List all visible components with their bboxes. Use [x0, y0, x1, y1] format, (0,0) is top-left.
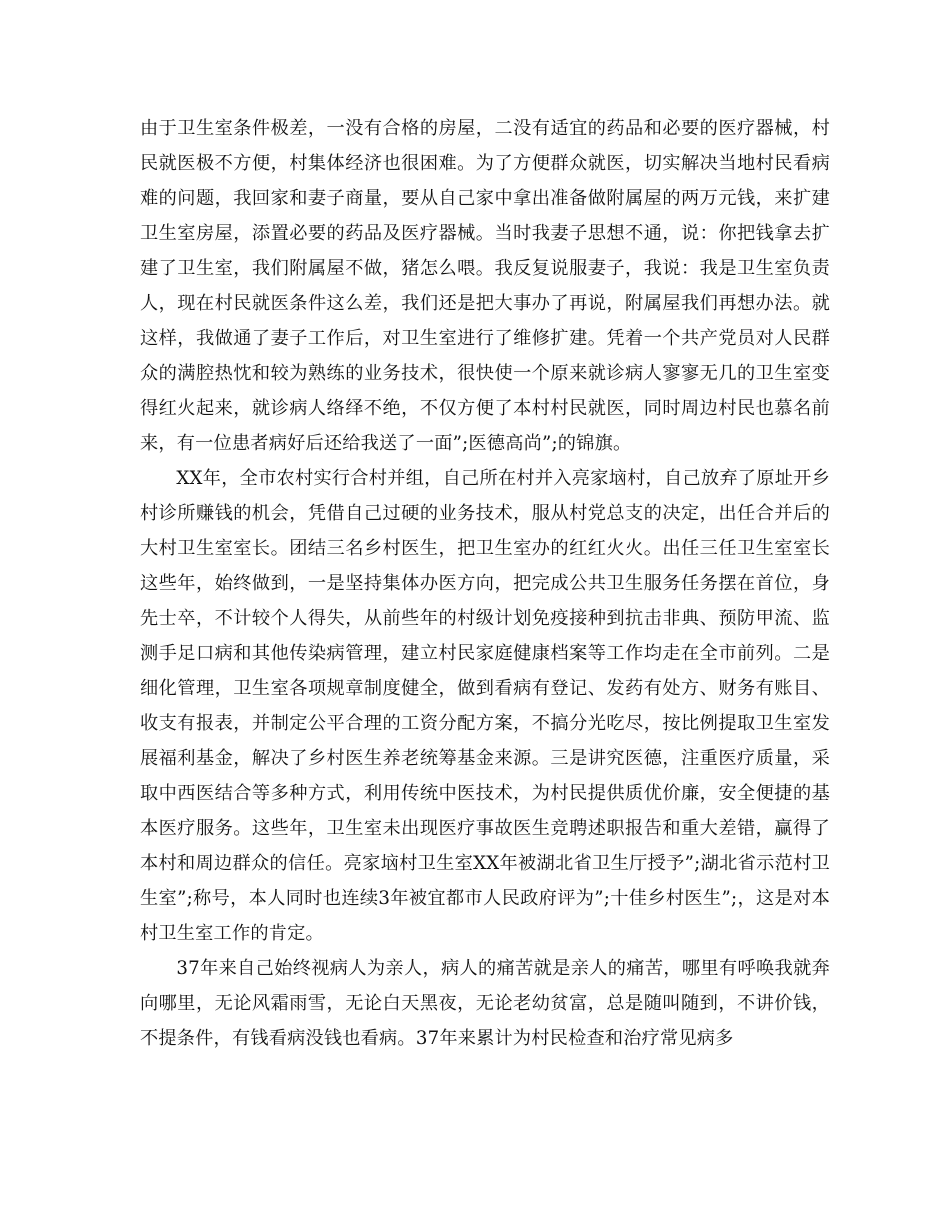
paragraph-1: 由于卫生室条件极差，一没有合格的房屋，二没有适宜的药品和必要的医疗器械，村民就医极不方便，村集体经济也很困难。为了方便群众就医，切实解决当地村民看病难的问题，我回家和妻子商量，要从自己家中拿出准备做附属屋的两万元钱，来扩建卫生室房屋，添置必要的药品及医疗器械。当时我妻子思想不通，说：你把钱拿去扩建了卫生室，我们附属屋不做，猪怎么喂。我反复说服妻子，我说：我是卫生室负责人，现在村民就医条件这么差，我们还是把大事办了再说，附属屋我们再想办法。就这样，我做通了妻子工作后，对卫生室进行了维修扩建。凭着一个共产党员对人民群众的满腔热忱和较为熟练的业务技术，很快使一个原来就诊病人寥寥无几的卫生室变得红火起来，就诊病人络绎不绝，不仅方便了本村村民就医，同时周边村民也慕名前来，有一位患者病好后还给我送了一面”;医德高尚”;的锦旗。 — [140, 118, 830, 454]
paragraph-2: XX年，全市农村实行合村并组，自己所在村并入亮家垴村，自己放弃了原址开乡村诊所赚钱的机会，凭借自己过硬的业务技术，服从村党总支的决定，出任合并后的大村卫生室室长。团结三名乡村医生，把卫生室办的红红火火。出任三任卫生室室长这些年，始终做到，一是坚持集体办医方向，把完成公共卫生服务任务摆在首位，身先士卒，不计较个人得失，从前些年的村级计划免疫接种到抗击非典、预防甲流、监测手足口病和其他传染病管理，建立村民家庭健康档案等工作均走在全市前列。二是细化管理，卫生室各项规章制度健全，做到看病有登记、发药有处方、财务有账目、收支有报表，并制定公平合理的工资分配方案，不搞分光吃尽，按比例提取卫生室发展福利基金，解决了乡村医生养老统筹基金来源。三是讲究医德，注重医疗质量，采取中西医结合等多种方式，利用传统中医技术，为村民提供质优价廉，安全便捷的基本医疗服务。这些年，卫生室未出现医疗事故医生竞聘述职报告和重大差错，赢得了本村和周边群众的信任。亮家垴村卫生室XX年被湖北省卫生厅授予”;湖北省示范村卫生室”;称号，本人同时也连续3年被宜都市人民政府评为”;十佳乡村医生”;，这是对本村卫生室工作的肯定。 — [140, 468, 830, 944]
paragraph-3: 37年来自己始终视病人为亲人，病人的痛苦就是亲人的痛苦，哪里有呼唤我就奔向哪里，无论风霜雨雪，无论白天黑夜，无论老幼贫富，总是随叫随到，不讲价钱，不提条件，有钱看病没钱也看病。37年来累计为村民检查和治疗常见病多 — [140, 958, 830, 1049]
document-body — [140, 111, 830, 1056]
